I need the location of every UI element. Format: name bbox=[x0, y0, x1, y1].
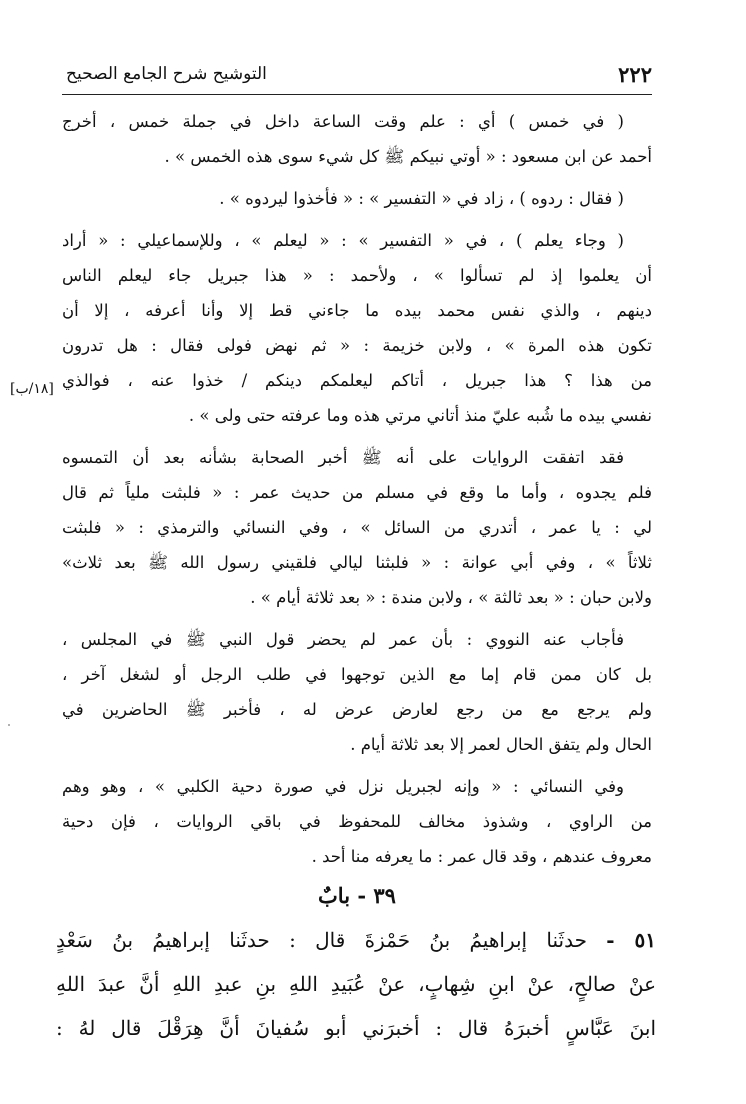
text-line: لي : يا عمر ، أتدري من السائل » ، وفي النسائي والترمذي : « فلبثت bbox=[62, 518, 652, 537]
hadith-number: ٥١ - bbox=[606, 928, 656, 952]
text-line: من هذا ؟ هذا جبريل ، أتاكم ليعلمكم دينكم / خذوا عنه ، فوالذي bbox=[62, 371, 652, 390]
text-line: دينهم ، والذي نفس محمد بيده ما جاءني قط إلا وأنا أعرفه ، إلا أن bbox=[62, 301, 652, 320]
text-line: نفسي بيده ما شُبه عليّ منذ أتاني مرتي هذه وما عرفته حتى ولى » . bbox=[188, 406, 652, 425]
text-line: بل كان ممن قام إما مع الذين توجهوا في طلب الرجل أو لشغل آخر ، bbox=[62, 665, 652, 684]
text-line: ولم يرجع مع من رجع لعارض عرض له ، فأخبر ﷺ الحاضرين في bbox=[62, 700, 652, 719]
text-line: أن يعلموا إذ لم تسألوا » ، ولأحمد : « هذا جبريل جاء ليعلم الناس bbox=[62, 266, 652, 285]
scan-speck bbox=[8, 724, 10, 726]
text-line: من الراوي ، وشذوذ مخالف للمحفوظ في باقي الروايات ، فإن دحية bbox=[62, 812, 652, 831]
text-line: وفي النسائي : « وإنه لجبريل نزل في صورة دحية الكلبي » ، وهو وهم bbox=[62, 777, 624, 796]
text-line: فلم يجدوه ، وأما ما وقع في مسلم من حديث عمر : « فلبثت ملياً ثم قال bbox=[62, 483, 652, 502]
hadith-line-text: حدثَنا إبراهيمُ بنُ حَمْزةَ قال : حدثَنا إبراهيمُ بنُ سَعْدٍ bbox=[56, 928, 587, 952]
text-line: أحمد عن ابن مسعود : « أوتي نبيكم ﷺ كل شيء سوى هذه الخمس » . bbox=[164, 147, 652, 166]
commentary-text bbox=[62, 104, 652, 874]
text-line: ( في خمس ) أي : علم وقت الساعة داخل في جملة خمس ، أخرج bbox=[62, 112, 624, 131]
page-number: ٢٢٢ bbox=[618, 62, 652, 87]
text-line: فقد اتفقت الروايات على أنه ﷺ أخبر الصحابة بشأنه بعد أن التمسوه bbox=[62, 448, 624, 467]
text-line: ( فقال : ردوه ) ، زاد في « التفسير » : « فأخذوا ليردوه » . bbox=[219, 189, 624, 208]
text-line: معروف عندهم ، وقد قال عمر : ما يعرفه منا أحد . bbox=[311, 847, 652, 866]
chapter-heading: ٣٩ - بابٌ bbox=[318, 883, 396, 908]
hadith-text bbox=[56, 918, 656, 1050]
hadith-line bbox=[56, 918, 656, 962]
hadith-line: ابنَ عَبَّاسٍ أخبرَهُ قال : أخبرَني أبو سُفيانَ أنَّ هِرَقْلَ قال لهُ : bbox=[56, 1016, 656, 1040]
text-line: ( وجاء يعلم ) ، في « التفسير » : « ليعلم » ، وللإسماعيلي : « أراد bbox=[62, 231, 624, 250]
page-header bbox=[62, 56, 652, 95]
running-title: التوشيح شرح الجامع الصحيح bbox=[66, 64, 267, 84]
text-line: الحال ولم يتفق الحال لعمر إلا بعد ثلاثة أيام . bbox=[350, 735, 652, 754]
text-line: فأجاب عنه النووي : بأن عمر لم يحضر قول النبي ﷺ في المجلس ، bbox=[62, 630, 624, 649]
hadith-line: عنْ صالحٍ، عنْ ابنِ شِهابٍ، عنْ عُبَيدِ اللهِ بنِ عبدِ اللهِ أنَّ عبدَ اللهِ bbox=[56, 972, 656, 996]
margin-folio-note: [١٨/ب] bbox=[10, 381, 54, 397]
text-line: تكون هذه المرة » ، ولابن خزيمة : « ثم نهض فولى فقال : هل تدرون bbox=[62, 336, 652, 355]
text-line: ولابن حبان : « بعد ثالثة » ، ولابن مندة : « بعد ثلاثة أيام » . bbox=[250, 588, 652, 607]
text-line: ثلاثاً » ، وفي أبي عوانة : « فلبثنا ليالي فلقيني رسول الله ﷺ بعد ثلاث» bbox=[62, 553, 652, 572]
